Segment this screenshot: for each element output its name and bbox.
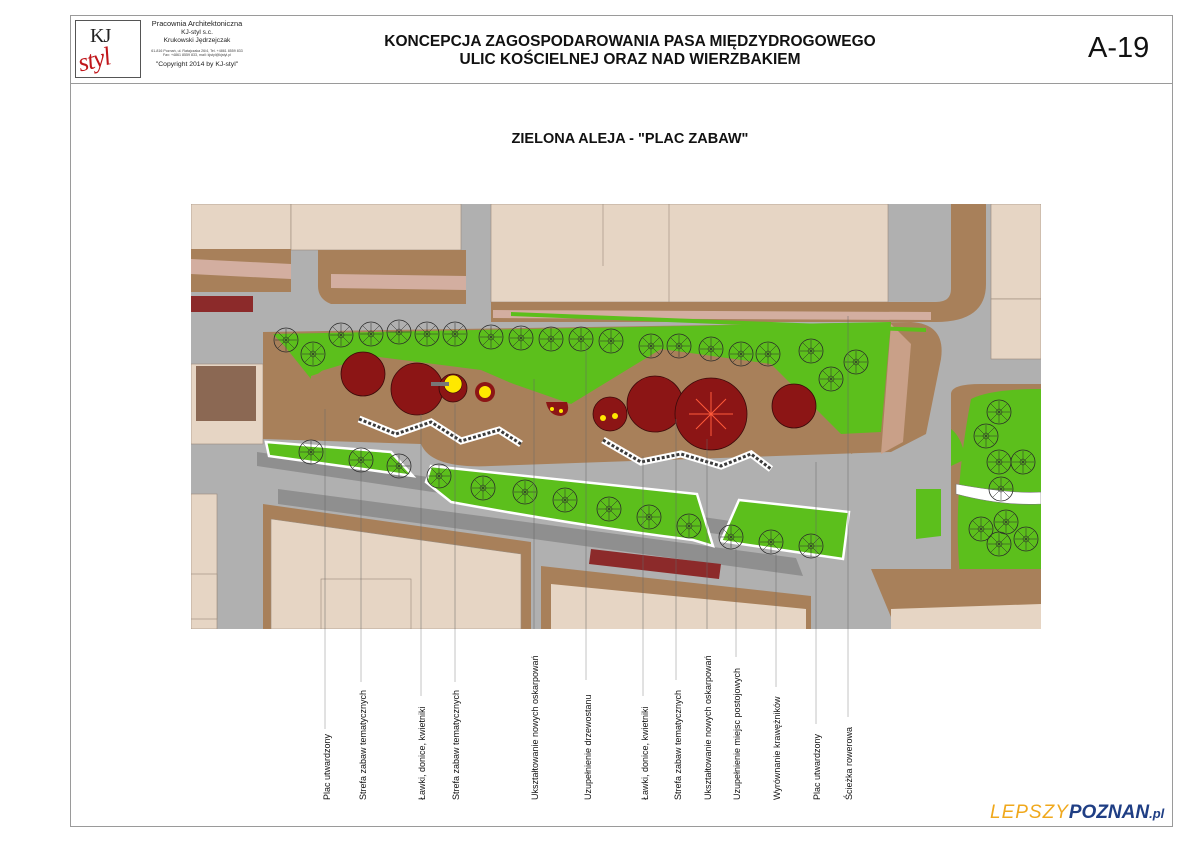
legend-leaders [0, 629, 1191, 799]
watermark-part: LEPSZY [990, 802, 1069, 823]
firm-logo [75, 20, 141, 78]
copyright-note: "Copyright 2014 by KJ-styl" [155, 61, 239, 69]
firm-contact-line: 61-816 Poznań, ul. Ratajczaka 26/4, Tel. +4861 8559 833 [151, 48, 243, 53]
logo-script: styl [74, 41, 114, 78]
legend-label: Ukształtowanie nowych oskarpowań [703, 655, 713, 800]
watermark-part: .pl [1149, 806, 1165, 821]
site-plan [191, 204, 1041, 629]
legend-label: Strefa zabaw tematycznych [673, 689, 683, 800]
watermark-logo [990, 802, 1164, 824]
firm-info [142, 20, 252, 70]
firm-name-line: Krukowski Jędrzejczak [163, 37, 231, 44]
legend-label: Ławki, donice, kwietniki [417, 706, 427, 800]
plan-subtitle: ZIELONA ALEJA - "PLAC ZABAW" [511, 131, 749, 147]
firm-contact-line: Fax: +4861 8559 833, mail: kjstyl@kjstyl.pl [162, 52, 232, 57]
legend-label: Wyrównanie krawężników [772, 696, 782, 800]
watermark-part: POZNAN [1068, 802, 1150, 823]
legend-label: Ławki, donice, kwietniki [640, 706, 650, 800]
drawing-title-line1: KONCEPCJA ZAGOSPODAROWANIA PASA MIĘDZYDROGOWEGO [384, 33, 876, 50]
firm-name-line: KJ-styl s.c. [181, 28, 213, 36]
legend-label: Strefa zabaw tematycznych [358, 689, 368, 800]
legend-label: Strefa zabaw tematycznych [451, 689, 461, 800]
sheet-number: A-19 [1088, 32, 1150, 64]
legend-label: Uzupełnienie miejsc postojowych [732, 667, 742, 800]
legend-label: Ukształtowanie nowych oskarpowań [530, 655, 540, 800]
legend-label: Ścieżka rowerowa [844, 726, 854, 800]
logo-initials: KJ [90, 25, 111, 47]
site-plan-drawing [191, 204, 1041, 629]
legend-label: Plac utwardzony [322, 733, 332, 800]
drawing-title-line2: ULIC KOŚCIELNEJ ORAZ NAD WIERZBAKIEM [459, 51, 801, 68]
legend-label: Plac utwardzony [812, 733, 822, 800]
drawing-title [300, 33, 960, 69]
legend-label: Uzupełnienie drzewostanu [583, 694, 593, 800]
firm-name-line: Pracownia Architektoniczna [151, 19, 243, 28]
